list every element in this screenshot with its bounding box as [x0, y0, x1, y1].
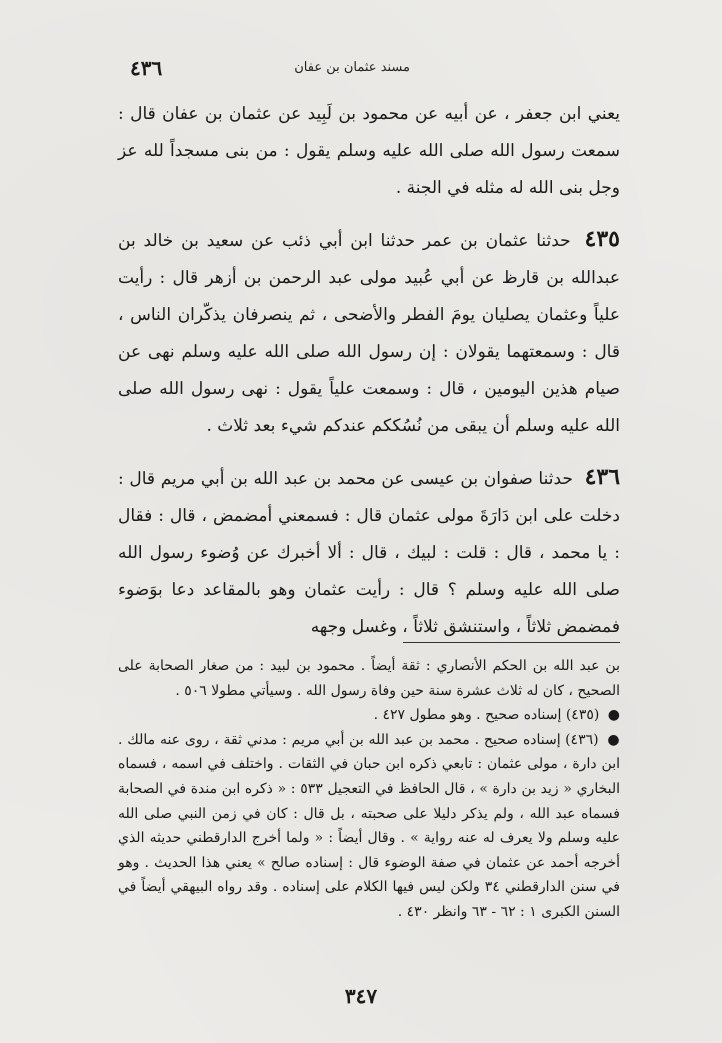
footnotes: [118, 654, 620, 925]
main-text: [118, 96, 620, 646]
hadith-436: [118, 459, 620, 646]
footnote-436: [118, 728, 620, 925]
bullet-icon: ●: [607, 731, 621, 748]
paragraph-continuation: يعني ابن جعفر ، عن أبيه عن محمود بن لَبِيد عن عثمان بن عفان قال : سمعت رسول الله صلى الله عليه وسلم يقول : من بنى مسجداً لله عز وجل بنى الله له مثله في الجنة .: [118, 104, 620, 198]
header-page-number: ٤٣٦: [130, 56, 163, 80]
hadith-436-text: حدثنا صفوان بن عيسى عن محمد بن عبد الله بن أبي مريم قال : دخلت على ابن دَارَةَ مولى عثمان قال : فسمعني أمضمض ، قال : فقال : يا محمد ، قال : قلت : لبيك ، قال : ألا أخبرك عن وُضوء رسول الله صلى الله عليه وسلم ؟ قال : رأيت عثمان وهو بالمقاعد دعا بوَضوء فمضمض ثلاثاً ، واستنشق ثلاثاً ، وغسل وجهه: [118, 469, 620, 637]
footnote-divider: [403, 642, 620, 643]
page-footer: [0, 984, 722, 1008]
bullet-icon: ●: [607, 707, 620, 724]
hadith-435-number: ٤٣٥: [584, 226, 620, 252]
footnote-436-text: (٤٣٦) إسناده صحيح . محمد بن عبد الله بن أبي مريم : مدني ثقة ، روى عنه مالك . ابن دارة ، مولى عثمان : تابعي ذكره ابن حبان في الثقات . واختلف في اسمه ، فسماه البخاري « زيد بن دارة » ، قال الحافظ في التعجيل ٥٣٣ : « ذكره ابن مندة في الصحابة فسماه عبد الله ، ولم يذكر دليلا على صحبته ، بل قال : كان في زمن النبي صلى الله عليه وسلم ولا يعرف له عنه رواية » . وقال أيضاً : « ولما أخرج الدارقطني حديثه الذي أخرجه أحمد عن عثمان في صفة الوضوء قال : إسناده صالح » يعني هذا الحديث . وهو في سنن الدارقطني ٣٤ ولكن ليس فيها الكلام على إسناده . وقد رواه البيهقي أيضاً في السنن الكبرى ١ : ٦٢ - ٦٣ وانظر ٤٣٠ .: [118, 731, 621, 920]
hadith-435: [118, 221, 620, 445]
hadith-435-text: حدثنا عثمان بن عمر حدثنا ابن أبي ذئب عن سعيد بن خالد بن عبدالله بن قارظ عن أبي عُبيد مولى عبد الرحمن بن أزهر قال : رأيت علياً وعثمان يصليان يومَ الفطر والأضحى ، ثم ينصرفان يذكّران الناس ، قال : وسمعتهما يقولان : إن رسول الله صلى الله عليه وسلم نهى عن صيام هذين اليومين ، قال : وسمعت علياً يقول : نهى رسول الله صلى الله عليه وسلم أن يبقى من نُسُككم عندكم شيء بعد ثلاث .: [118, 231, 620, 436]
page-header: [130, 56, 620, 86]
footnote-435: [118, 703, 620, 728]
hadith-436-number: ٤٣٦: [584, 464, 621, 490]
footnote-intro: بن عبد الله بن الحكم الأنصاري : ثقة أيضاً . محمود بن لبيد : من صغار الصحابة على الصحيح ، كان له ثلاث عشرة سنة حين وفاة رسول الله . وسيأتي مطولا ٥٠٦ .: [118, 658, 620, 699]
footer-page-number: ٣٤٧: [344, 984, 378, 1008]
running-title: مسند عثمان بن عفان: [294, 60, 410, 75]
footnote-435-text: (٤٣٥) إسناده صحيح . وهو مطول ٤٢٧ .: [373, 707, 600, 724]
